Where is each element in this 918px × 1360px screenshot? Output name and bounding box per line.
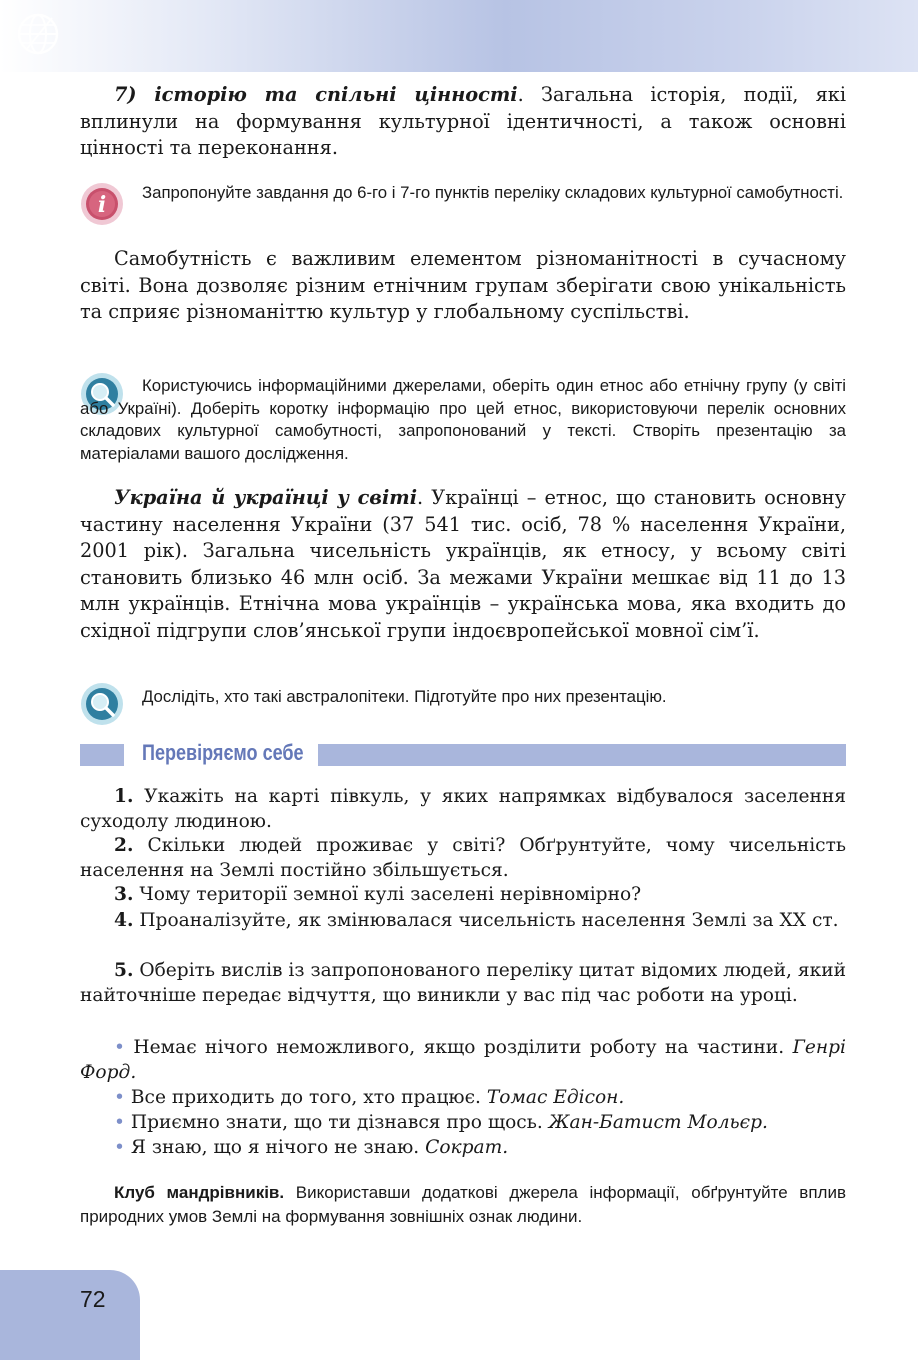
question-number: 5.: [114, 960, 134, 981]
question-1: [80, 784, 846, 834]
quote-text: Приємно знати, що ти дізнався про щось.: [130, 1112, 549, 1133]
quote-text: Все приходить до того, хто працює.: [130, 1087, 487, 1108]
question-number: 1.: [114, 786, 134, 807]
question-number: 2.: [114, 835, 134, 856]
paragraph-lead: Україна й українці у світі: [114, 486, 418, 509]
globe-icon: [16, 12, 60, 56]
question-4: [80, 908, 846, 933]
paragraph-ukraine: [80, 485, 846, 644]
quote-text: Я знаю, що я нічого не знаю.: [130, 1137, 426, 1158]
info-icon: [80, 182, 124, 226]
quote-author: Жан-Батист Мольєр.: [548, 1112, 768, 1133]
quote-text: Немає нічого неможливого, якщо розділити роботу на частини.: [133, 1037, 793, 1058]
quote-item: [80, 1085, 846, 1110]
question-number: 3.: [114, 884, 134, 905]
section-bar-right: [318, 744, 846, 766]
section-bar-left: [80, 744, 124, 766]
info-note: Запропонуйте завдання до 6-го і 7-го пунктів переліку складових культурної самобутності.: [142, 183, 844, 202]
question-5: [80, 958, 846, 1008]
club-text: Використавши додаткові джерела інформації, обґрунтуйте вплив природних умов Землі на формування зовнішніх ознак людини.: [80, 1183, 846, 1226]
quote-item: [80, 1035, 846, 1085]
bullet: •: [114, 1112, 125, 1133]
section-title: Перевіряємо себе: [142, 740, 304, 765]
bullet: •: [114, 1087, 125, 1108]
question-3: [80, 882, 846, 907]
quote-author: Томас Едісон.: [486, 1087, 625, 1108]
question-text: Скільки людей проживає у світі? Обґрунтуйте, чому чисельність населення на Землі постійно збільшується.: [80, 835, 846, 881]
research-note-2: Дослідіть, хто такі австралопітеки. Підготуйте про них презентацію.: [142, 687, 667, 706]
question-text: Оберіть вислів із запропонованого переліку цитат відомих людей, який найточніше передає відчуття, що виникли у вас під час роботи на уроці.: [80, 960, 846, 1006]
quote-author: Генрі Форд.: [80, 1037, 846, 1083]
club-lead: Клуб мандрівників.: [114, 1183, 285, 1202]
research-note-text: Користуючись інформаційними джерелами, оберіть один етнос або етнічну групу (у світі або Україні). Доберіть коротку інформацію про цей етнос, використовуючи перелік основних складових культурної самобутності, запропонований у тексті. Створіть презентацію за матеріалами вашого дослідження.: [80, 376, 846, 463]
question-number: 4.: [114, 910, 134, 931]
paragraph-identity: Самобутність є важливим елементом різноманітності в сучасному світі. Вона дозволяє різним етнічним групам зберігати свою унікальність та сприяє різноманіттю культур у глобальному суспільстві.: [80, 247, 846, 323]
paragraph-history: [80, 82, 846, 162]
bullet: •: [114, 1037, 125, 1058]
quote-item: [80, 1110, 846, 1135]
svg-text:i: i: [97, 192, 107, 218]
paragraph-text: . Українці – етнос, що становить основну частину населення України (37 541 тис. осіб, 78 % населення України, 2001 рік). Загальна чисельність українців, як етносу, у всьому світі становить близько 46 млн осіб. За межами України мешкає від 11 до 13 млн українців. Етнічна мова українців – українська мова, яка входить до східної підгрупи слов’янської групи індоєвропейської мовної сім’ї.: [80, 486, 846, 642]
paragraph-text: . Загальна історія, події, які вплинули на формування культурної ідентичності, а також основні цінності та переконання.: [80, 83, 846, 159]
question-text: Укажіть на карті півкуль, у яких напрямках відбувалося заселення суходолу людиною.: [80, 786, 846, 832]
page-number: 72: [80, 1286, 106, 1312]
header-band: [0, 0, 918, 72]
question-2: [80, 833, 846, 883]
quote-item: [80, 1135, 846, 1160]
magnifier-icon: [80, 682, 124, 726]
quote-author: Сократ.: [425, 1137, 509, 1158]
page-number-tab: [0, 1270, 140, 1360]
paragraph-lead: 7) історію та спільні цінності: [114, 83, 518, 106]
bullet: •: [114, 1137, 125, 1158]
question-text: Проаналізуйте, як змінювалася чисельність населення Землі за XX ст.: [133, 910, 839, 931]
question-text: Чому території земної кулі заселені нерівномірно?: [133, 884, 642, 905]
travelers-club: [80, 1181, 846, 1229]
